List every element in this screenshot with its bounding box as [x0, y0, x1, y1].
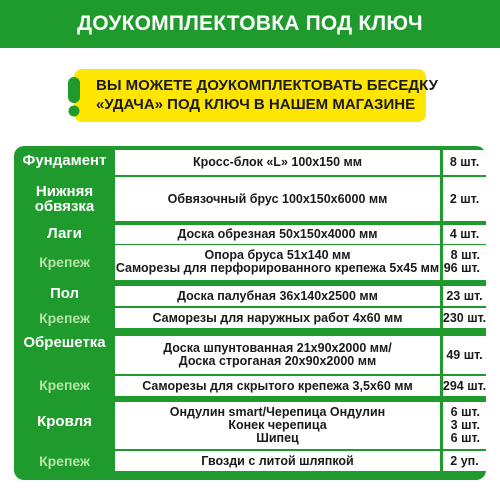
qty-text: 230 шт.: [442, 310, 486, 325]
item-cell: [115, 286, 440, 306]
category-label-line-1: Нижняя: [35, 183, 94, 200]
qty-cell: [443, 308, 486, 328]
item-text: Доска шпунтованная 21x90x2000 мм/: [163, 341, 392, 355]
item-text: Саморезы для скрытого крепежа 3,5x60 мм: [142, 378, 413, 393]
category-label: Кровля: [37, 412, 92, 430]
category-label: Крепеж: [39, 453, 90, 469]
category-label-line-2: обвязка: [34, 198, 95, 215]
row-separator: [115, 244, 486, 245]
item-cell: [115, 150, 440, 175]
kit-table: [14, 146, 486, 480]
item-text: Доска обрезная 50x150x4000 мм: [177, 227, 378, 241]
notice-text: [96, 76, 438, 114]
qty-cell: [443, 225, 486, 244]
qty-text: 96 шт.: [443, 261, 480, 275]
category-bottom-frame: [14, 175, 115, 223]
qty-text: 23 шт.: [446, 288, 483, 303]
qty-cell: [443, 244, 486, 280]
notice-line-1: ВЫ МОЖЕТЕ ДОУКОМПЛЕКТОВАТЬ БЕСЕДКУ: [96, 77, 438, 94]
qty-cell: [443, 177, 486, 221]
qty-text: 6 шт.: [450, 405, 480, 419]
item-text: Доска палубная 36x140x2500 мм: [177, 288, 378, 303]
category-floor: [14, 280, 115, 306]
item-cell: [115, 376, 440, 396]
item-cell: [115, 225, 440, 244]
item-cell: [115, 336, 440, 374]
item-cell: [115, 402, 440, 449]
item-text: Опора бруса 51x140 мм: [204, 248, 351, 262]
notice-banner: [74, 69, 438, 122]
item-text: Кросс-блок «L» 100x150 мм: [193, 155, 362, 169]
category-fasteners: [14, 244, 115, 280]
notice-line-2: «УДАЧА» ПОД КЛЮЧ В НАШЕМ МАГАЗИНЕ: [96, 96, 416, 113]
qty-cell: [443, 286, 486, 306]
item-text: Ондулин smart/Черепица Ондулин: [169, 405, 386, 419]
page-title: ДОУКОМПЛЕКТОВКА ПОД КЛЮЧ: [77, 12, 423, 35]
item-text: Доска строганая 20x90x2000 мм: [178, 354, 377, 368]
exclamation-icon: [62, 75, 86, 117]
qty-cell: [443, 376, 486, 396]
item-text: Саморезы для наружных работ 4x60 мм: [152, 310, 403, 325]
category-lathing: [14, 330, 115, 354]
category-roof: [14, 396, 115, 446]
qty-text: 2 шт.: [449, 191, 480, 206]
item-text: Шипец: [256, 431, 299, 445]
qty-text: 3 шт.: [450, 418, 480, 432]
qty-text: 8 шт.: [450, 248, 480, 262]
qty-text: 6 шт.: [450, 431, 480, 445]
qty-text: 294 шт.: [442, 378, 486, 393]
category-foundation: [14, 146, 115, 175]
item-cell: [115, 177, 440, 221]
category-label: Фундамент: [22, 152, 107, 169]
qty-text: 2 уп.: [450, 453, 479, 468]
item-text: Обвязочный брус 100x150x6000 мм: [167, 191, 388, 206]
qty-cell: [443, 150, 486, 175]
category-fasteners: [14, 374, 115, 396]
qty-cell: [443, 451, 486, 471]
item-text: Конек черепица: [228, 418, 327, 432]
item-text: Саморезы для перфорированного крепежа 5x45 мм: [115, 261, 440, 275]
category-fasteners: [14, 306, 115, 330]
qty-cell: [443, 336, 486, 374]
category-fasteners: [14, 449, 115, 474]
item-cell: [115, 244, 440, 280]
qty-cell: [443, 402, 486, 449]
category-label: Пол: [49, 284, 80, 302]
category-label: Крепеж: [39, 309, 90, 326]
category-joists: [14, 223, 115, 244]
qty-text: 49 шт.: [446, 347, 483, 362]
category-label: Крепеж: [39, 376, 90, 393]
page-header: [0, 0, 500, 48]
category-label: Обрешетка: [23, 333, 106, 351]
item-cell: [115, 451, 440, 471]
item-cell: [115, 308, 440, 328]
category-label: Лаги: [47, 225, 82, 242]
item-text: Гвозди с литой шляпкой: [201, 453, 354, 468]
category-label: Крепеж: [39, 253, 90, 270]
qty-text: 8 шт.: [449, 155, 480, 169]
qty-text: 4 шт.: [449, 227, 480, 241]
